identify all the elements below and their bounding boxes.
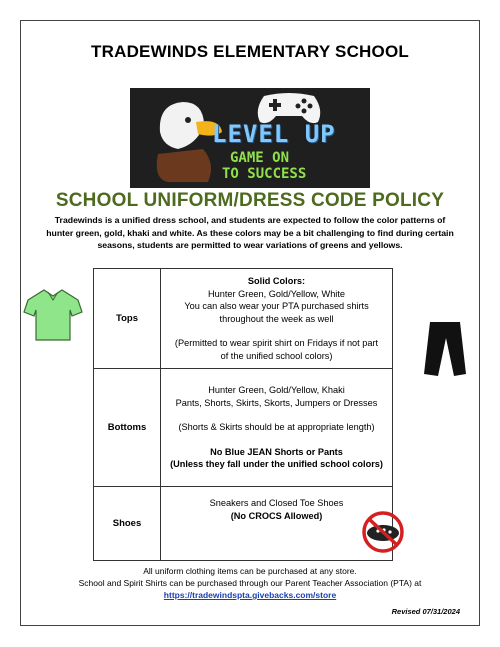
bottoms-colors: Hunter Green, Gold/Yellow, Khaki (208, 385, 345, 396)
tops-spirit-line1: (Permitted to wear spirit shirt on Fridays if not part (174, 338, 379, 348)
footer-pta-note: School and Spirit Shirts can be purchased through our Parent Teacher Association (PTA) at (78, 578, 422, 588)
no-crocs-icon (358, 511, 408, 553)
tops-colors: Hunter Green, Gold/Yellow, White (207, 288, 346, 299)
shoes-line2: (No CROCS Allowed) (230, 510, 323, 521)
bottoms-unless: (Unless they fall under the unified school colors) (170, 459, 383, 470)
table-row-tops (94, 269, 393, 369)
tops-pta-line1: You can also wear your PTA purchased shirts (184, 301, 369, 311)
table-row-shoes (94, 487, 393, 561)
banner-success-text: TO SUCCESS (222, 166, 307, 182)
level-up-banner (130, 88, 370, 188)
bottoms-details (161, 369, 393, 487)
category-bottoms: Bottoms (94, 369, 161, 487)
bottoms-length-note: (Shorts & Skirts should be at appropriate length) (178, 422, 375, 433)
table-row-bottoms (94, 369, 393, 487)
banner-game-on-text: GAME ON (230, 150, 290, 166)
tops-pta-line2: throughout the week as well (219, 313, 334, 324)
category-tops: Tops (94, 269, 161, 369)
tops-spirit-line2: of the unified school colors) (220, 350, 333, 361)
school-title: TRADEWINDS ELEMENTARY SCHOOL (91, 42, 409, 61)
black-pants-icon (420, 320, 468, 378)
bottoms-no-jean: No Blue JEAN Shorts or Pants (210, 446, 343, 457)
banner-level-up-text: LEVEL UP (212, 120, 336, 148)
tops-heading: Solid Colors: (247, 276, 306, 286)
tops-details (161, 269, 393, 369)
intro-paragraph: Tradewinds is a unified dress school, and students are expected to follow the color patterns of hunter green, gold, khaki and white. As these colors may be a bit challenging to find during certain seasons, students are permitted to wear variations of greens and yellows. (46, 215, 454, 250)
dress-code-table (93, 268, 393, 561)
shoes-line1: Sneakers and Closed Toe Shoes (209, 498, 344, 508)
category-shoes: Shoes (94, 487, 161, 561)
policy-title: SCHOOL UNIFORM/DRESS CODE POLICY (55, 190, 445, 211)
bottoms-items: Pants, Shorts, Skirts, Skorts, Jumpers or Dresses (175, 397, 378, 408)
footer-purchase-note: All uniform clothing items can be purchased at any store. (143, 566, 357, 576)
revised-date: Revised 07/31/2024 (391, 607, 460, 616)
pta-store-link[interactable]: https://tradewindspta.givebacks.com/store (163, 590, 337, 600)
green-polo-shirt-icon (22, 286, 84, 344)
